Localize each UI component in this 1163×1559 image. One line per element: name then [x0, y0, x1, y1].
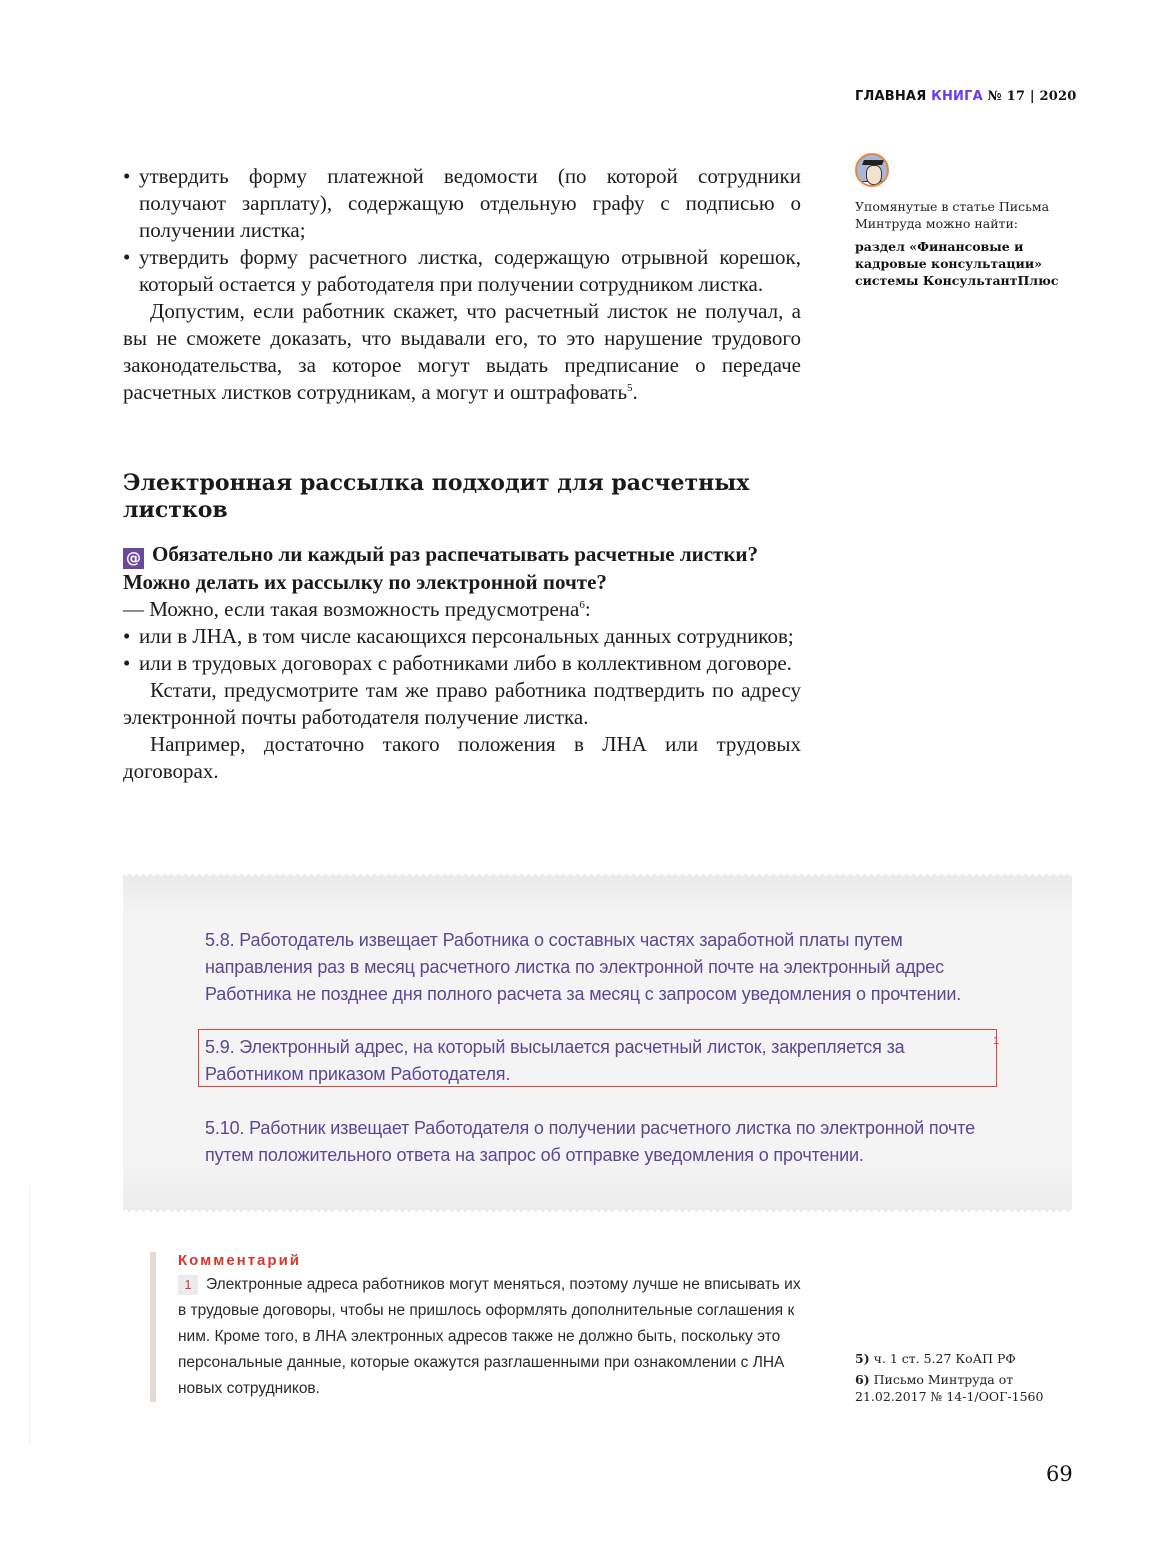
qa-block [123, 541, 801, 785]
footnote [855, 1350, 1085, 1367]
answer [123, 596, 801, 785]
clause-5-8: 5.8. Работодатель извещает Работника о составных частях заработной платы путем направления раз в месяц расчетного листка по электронной почте на электронный адрес Работника не позднее дня полного расчета за месяц с запросом уведомления о прочтении. [205, 930, 962, 1004]
footnote-ref[interactable]: 5 [627, 382, 633, 394]
footnote-number: 6) [855, 1372, 870, 1387]
page-number: 69 [1046, 1462, 1073, 1486]
running-head [855, 89, 1077, 104]
punct: . [632, 380, 638, 404]
paragraph-text: Допустим, если работник скажет, что расчетный листок не получал, а вы не сможете доказать, что выдавали его, то это нарушение трудового законодательства, за которое могут выдать предписание о передаче расчетных листков сотрудникам, а могут и оштрафовать [123, 299, 801, 404]
sidebar-source: раздел «Финансовые и кадровые консультации» системы КонсультантПлюс [855, 239, 1059, 288]
professor-avatar-icon [855, 153, 889, 187]
document-sample [123, 874, 1072, 1212]
section-heading: Электронная рассылка подходит для расчетных листков [123, 470, 750, 523]
bullet-item: • или в ЛНА, в том числе касающихся персональных данных сотрудников; [123, 623, 801, 650]
magazine-title-part2: КНИГА [931, 89, 983, 104]
comment-title: Комментарий [178, 1252, 302, 1269]
footnote-text: Письмо Минтруда от 21.02.2017 № 14-1/ООГ-1560 [855, 1372, 1044, 1404]
footnote-text: ч. 1 ст. 5.27 КоАП РФ [873, 1351, 1016, 1366]
footnote-number: 5) [855, 1351, 870, 1366]
magazine-title-part1: ГЛАВНАЯ [855, 89, 927, 104]
body-top [123, 163, 801, 406]
paragraph: Кстати, предусмотрите там же право работника подтвердить по адресу электронной почты работодателя получение листка. [123, 678, 801, 729]
question-text: Обязательно ли каждый раз распечатывать расчетные листки? Можно делать их рассылку по электронной почте? [123, 542, 759, 594]
bullet-item: • утвердить форму расчетного листка, содержащую отрывной корешок, который остается у работодателя при получении сотрудником листка. [123, 244, 801, 298]
footnotes [855, 1350, 1085, 1409]
issue-number: № 17 | 2020 [987, 89, 1077, 104]
footnote [855, 1371, 1085, 1405]
margin-rule [29, 1185, 30, 1445]
footnote-ref[interactable]: 6 [579, 599, 585, 611]
question [123, 541, 801, 596]
bullet-item: • утвердить форму платежной ведомости (по которой сотрудники получают зарплату), содержащую отдельную графу с подписью о получении листка; [123, 163, 801, 244]
paragraph [123, 298, 801, 406]
comment-text [178, 1272, 808, 1402]
at-icon: @ [123, 548, 144, 569]
comment-number: 1 [178, 1275, 198, 1295]
punct: : [584, 597, 591, 621]
comment-ref-marker[interactable]: 1 [993, 1035, 1000, 1047]
paragraph: Например, достаточно такого положения в ЛНА или трудовых договорах. [123, 732, 801, 783]
answer-lead [123, 596, 801, 623]
clause-5-9: 5.9. Электронный адрес, на который высылается расчетный листок, закрепляется за Работником приказом Работодателя. [205, 1037, 905, 1084]
answer-lead-text: — Можно, если такая возможность предусмотрена [123, 597, 580, 621]
comment-block [150, 1252, 808, 1402]
sidebar-note-text: Упомянутые в статье Письма Минтруда можно найти: [855, 199, 1050, 231]
sidebar-note [855, 153, 1075, 289]
comment-body: Электронные адреса работников могут меняться, поэтому лучше не вписывать их в трудовые договоры, чтобы не пришлось оформлять дополнительные соглашения к ним. Кроме того, в ЛНА электронных адресов также не должно быть, поскольку это персональные данные, которые окажутся разглашенными при ознакомлении с ЛНА новых сотрудников. [178, 1276, 801, 1397]
clause-5-10: 5.10. Работник извещает Работодателя о получении расчетного листка по электронной почте путем положительного ответа на запрос об отправке уведомления о прочтении. [205, 1118, 975, 1165]
bullet-item: • или в трудовых договорах с работниками либо в коллективном договоре. [123, 650, 801, 677]
